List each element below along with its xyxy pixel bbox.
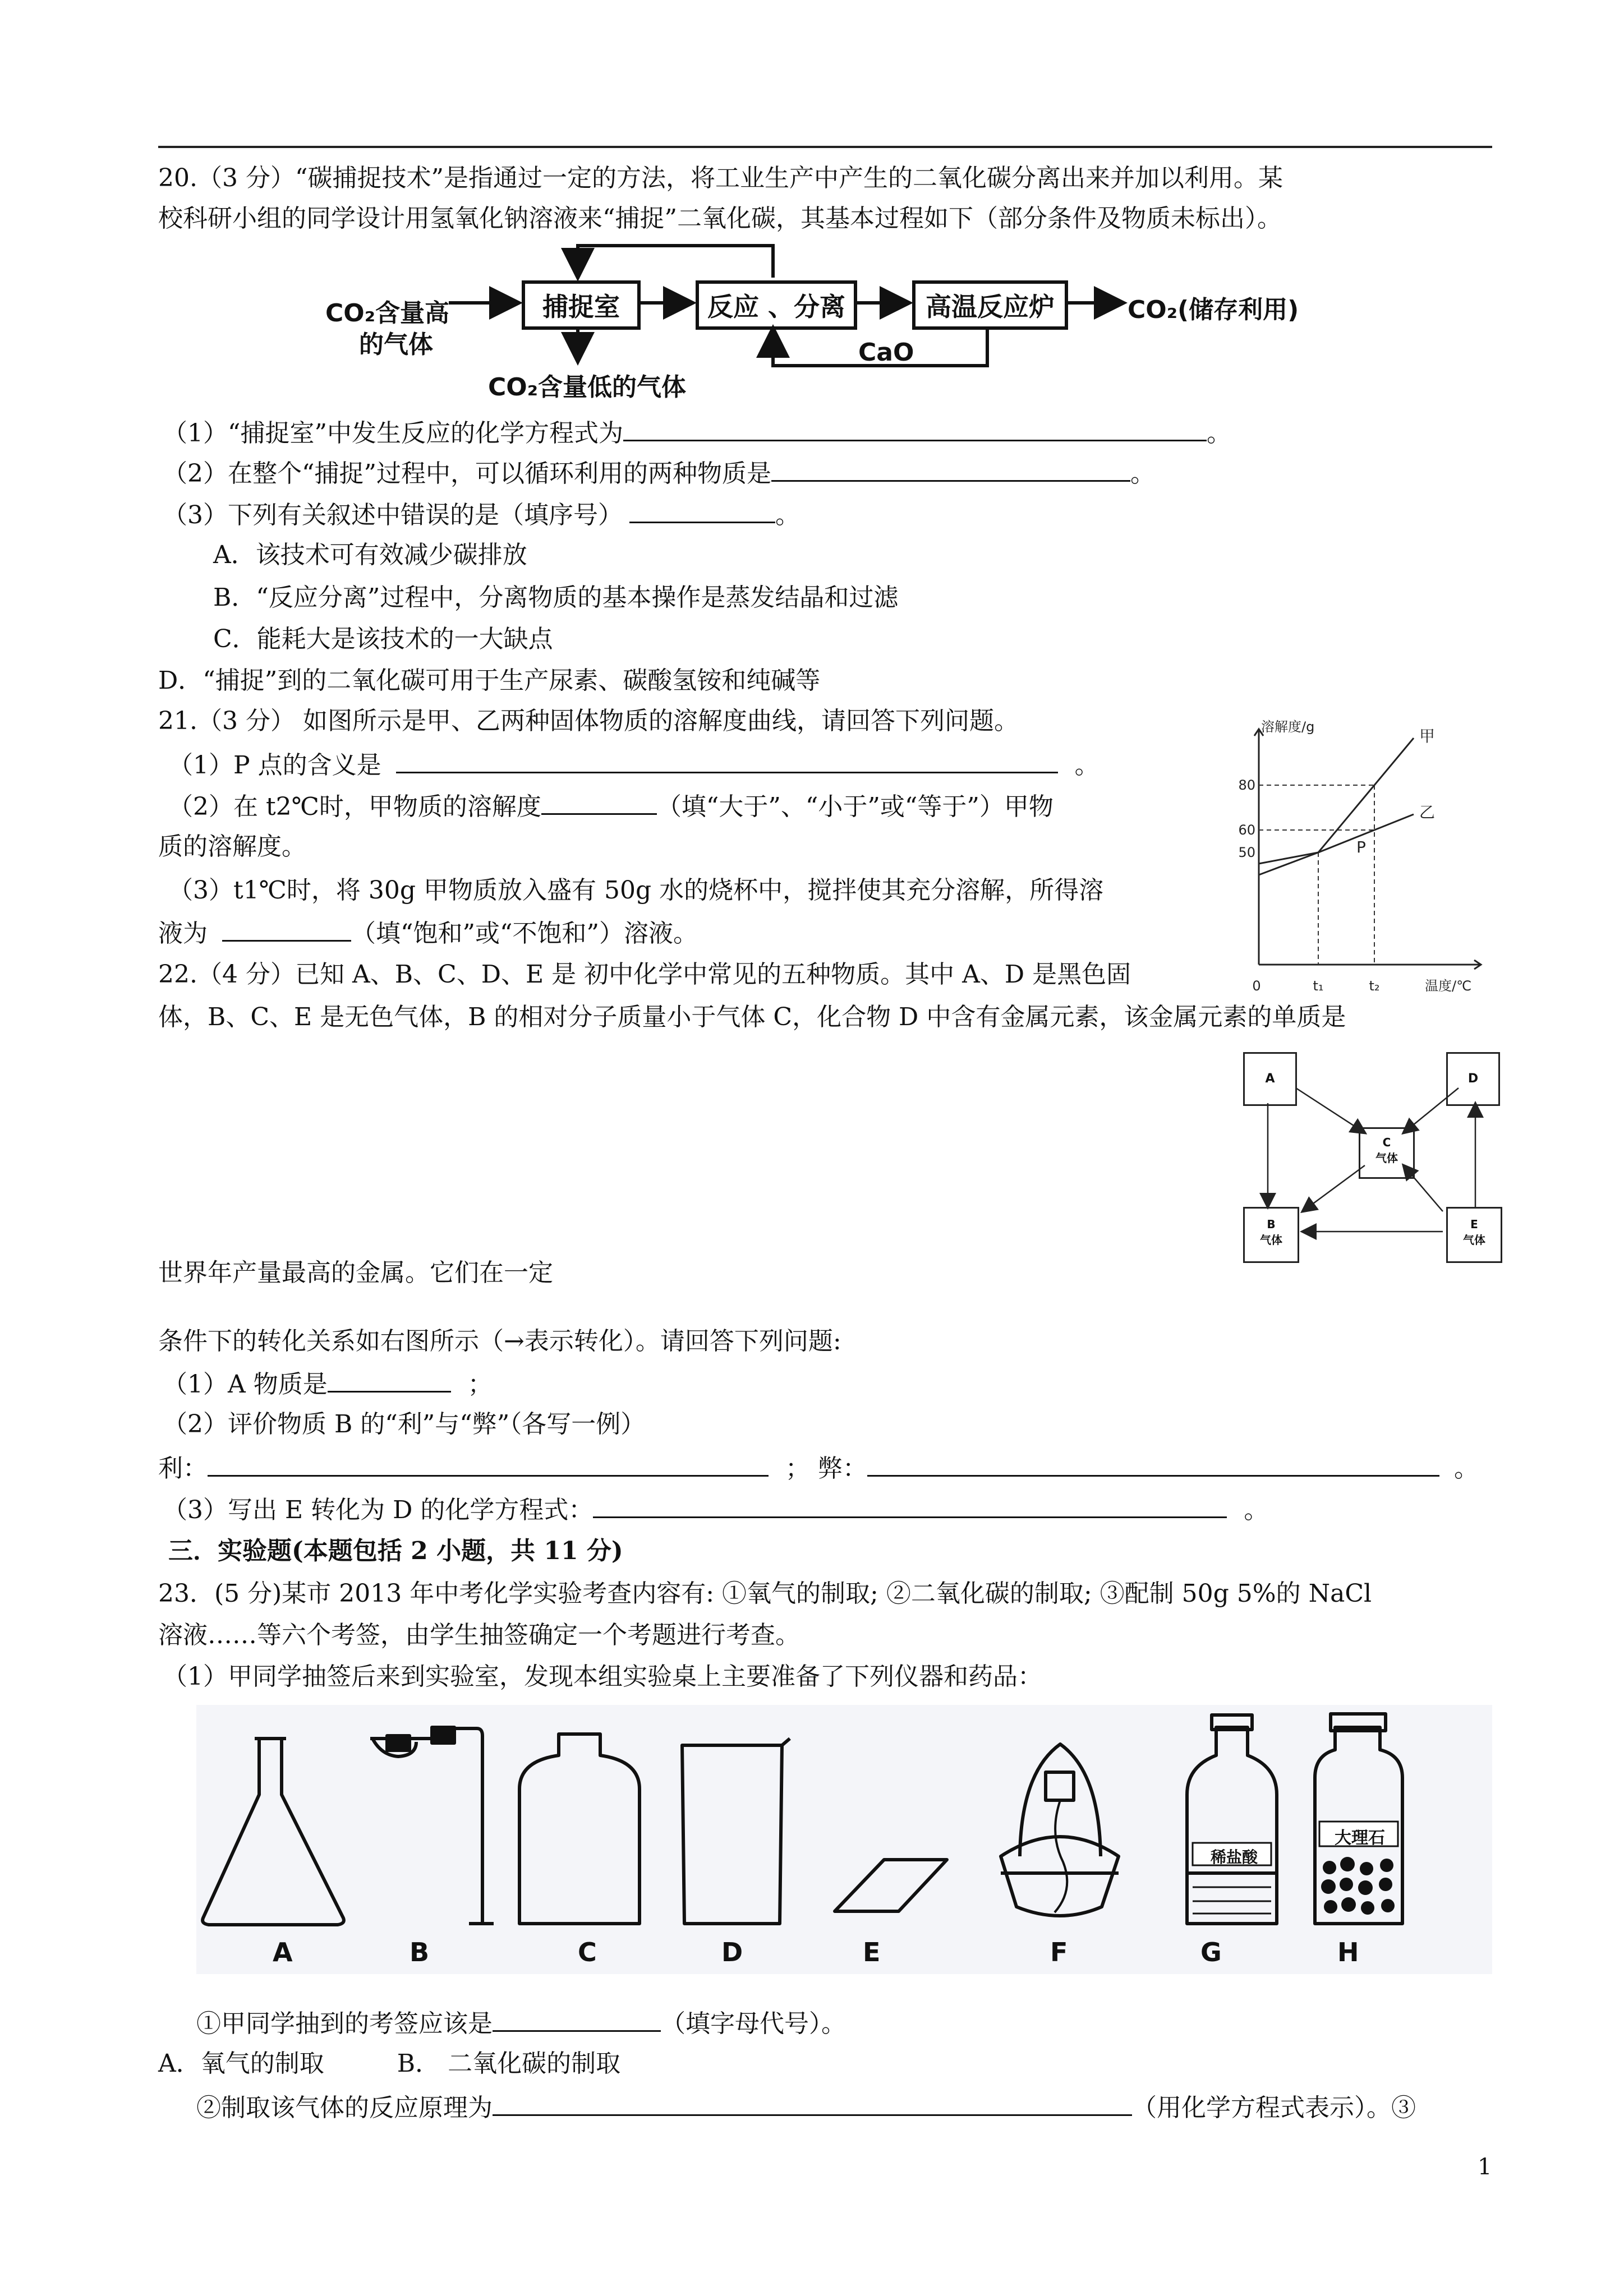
q23-line2: 溶液……等六个考签，由学生抽签确定一个考题进行考查。	[158, 1621, 800, 1649]
flow-arrows	[0, 0, 1624, 404]
q20-p3: （3）下列有关叙述中错误的是（填序号） 。	[163, 497, 800, 532]
q22-p1-blank[interactable]	[328, 1366, 451, 1393]
q21-p3a: （3）t1℃时，将 30g 甲物质放入盛有 50g 水的烧杯中，搅拌使其充分溶解，所得溶	[168, 876, 1104, 905]
q20-p1-blank[interactable]	[623, 415, 1207, 441]
node-a: A	[1243, 1052, 1297, 1106]
q23-s2: ②制取该气体的反应原理为 （用化学方程式表示）。③	[196, 2090, 1416, 2125]
node-d: D	[1446, 1052, 1500, 1106]
flow-box-capture-room: 捕捉室	[522, 280, 641, 330]
q21-p2c: 质的溶解度。	[158, 832, 306, 861]
bottle-g-label: 稀盐酸	[1210, 1848, 1258, 1866]
x-axis-label: 温度/℃	[1425, 978, 1472, 994]
apparatus-label-g: G	[1200, 1937, 1222, 1967]
q23-s1: ①甲同学抽到的考签应该是 （填字母代号）。	[196, 2005, 846, 2041]
y-axis-label: 溶解度/g	[1261, 719, 1315, 735]
q20-p2: （2）在整个“捕捉”过程中，可以循环利用的两种物质是 。	[163, 455, 1155, 491]
q22-p3-blank[interactable]	[593, 1492, 1227, 1518]
apparatus-label-e: E	[863, 1937, 881, 1967]
q20-p1: （1）“捕捉室”中发生反应的化学方程式为 。	[163, 415, 1231, 450]
q23-p1: （1）甲同学抽签后来到实验室，发现本组实验桌上主要准备了下列仪器和药品：	[163, 1662, 1042, 1691]
flow-bottom-output: CO₂含量低的气体	[488, 373, 686, 402]
flow-loop-cao: CaO	[858, 338, 914, 367]
q21-p3: 液为 （填“饱和”或“不饱和”）溶液。	[158, 915, 698, 951]
apparatus-label-f: F	[1050, 1937, 1068, 1967]
apparatus-label-a: A	[273, 1937, 293, 1967]
q20-line2: 校科研小组的同学设计用氢氧化钠溶液来“捕捉”二氧化碳，其基本过程如下（部分条件及物质未标出）。	[158, 204, 1282, 233]
q23-line1: 23．(5 分)某市 2013 年中考化学实验考查内容有: ①氧气的制取; ②二氧化碳的制取; ③配制 50g 5%的 NaCl	[158, 1579, 1372, 1608]
series-label-yi: 乙	[1419, 803, 1436, 822]
q22-line3: 世界年产量最高的金属。它们在一定	[158, 1258, 553, 1287]
series-line-yi	[1259, 814, 1414, 864]
y-tick-label: 50	[1238, 845, 1255, 860]
q20-option-b: B．“反应分离”过程中，分离物质的基本操作是蒸发结晶和过滤	[213, 583, 899, 612]
q20-p2-blank[interactable]	[771, 455, 1130, 482]
q22-line2: 体，B、C、E 是无色气体，B 的相对分子质量小于气体 C，化合物 D 中含有金属元素，该金属元素的单质是	[158, 1003, 1346, 1031]
q21-p1: （1）P 点的含义是 。	[168, 747, 1099, 782]
q23-options: A．氧气的制取 B． 二氧化碳的制取	[158, 2049, 621, 2078]
node-e: E 气体	[1446, 1207, 1502, 1263]
q22-line1: 22.（4 分）已知 A、B、C、D、E 是 初中化学中常见的五种物质。其中 A、D 是黑色固	[158, 960, 1131, 989]
flow-input-line2: 的气体	[359, 330, 433, 359]
apparatus-label-c: C	[578, 1937, 597, 1967]
q22-bi-blank[interactable]	[867, 1450, 1439, 1477]
q23-s2-blank[interactable]	[493, 2090, 1132, 2116]
flow-box-furnace: 高温反应炉	[912, 280, 1068, 330]
series-label-jia: 甲	[1419, 727, 1436, 745]
q23-s1-blank[interactable]	[493, 2005, 661, 2032]
section3-heading: 三．实验题(本题包括 2 小题，共 11 分)	[168, 1537, 623, 1565]
y-tick-label: 80	[1238, 777, 1255, 793]
x-tick-label: t₂	[1369, 978, 1380, 994]
q22-li-blank[interactable]	[208, 1450, 769, 1477]
solubility-chart	[1234, 707, 1503, 998]
q21-line1: 21.（3 分） 如图所示是甲、乙两种固体物质的溶解度曲线，请回答下列问题。	[158, 707, 1019, 735]
point-p-label: P	[1356, 838, 1366, 856]
flow-box-reaction-separation: 反应 、分离	[696, 280, 857, 330]
q22-line4: 条件下的转化关系如右图所示（→表示转化）。请回答下列问题:	[158, 1327, 841, 1356]
series-line-jia	[1259, 738, 1414, 875]
node-c: C 气体	[1359, 1127, 1415, 1179]
apparatus-illustration	[196, 1705, 1492, 1952]
q21-p1-blank[interactable]	[396, 747, 1058, 773]
q20-p3-blank[interactable]	[629, 497, 775, 523]
page-number: 1	[1478, 2154, 1492, 2180]
y-tick-label: 60	[1238, 822, 1255, 838]
flow-input-line1: CO₂含量高	[325, 299, 449, 328]
q21-p2: （2）在 t2℃时，甲物质的溶解度 （填“大于”、“小于”或“等于”）甲物	[168, 789, 1053, 824]
q20-option-d: D．“捕捉”到的二氧化碳可用于生产尿素、碳酸氢铵和纯碱等	[158, 666, 821, 695]
q22-li-bi: 利： ； 弊： 。	[158, 1450, 1479, 1486]
q20-option-a: A．该技术可有效减少碳排放	[213, 541, 527, 569]
q21-p2-blank[interactable]	[541, 789, 657, 815]
apparatus-label-b: B	[410, 1937, 430, 1967]
q22-p2: （2）评价物质 B 的“利”与“弊”（各写一例）	[163, 1410, 646, 1439]
q20-line1: 20.（3 分）“碳捕捉技术”是指通过一定的方法，将工业生产中产生的二氧化碳分离出来并加以利用。某	[158, 164, 1283, 192]
q22-p3: （3）写出 E 转化为 D 的化学方程式： 。	[163, 1492, 1268, 1527]
q21-p3-blank[interactable]	[222, 915, 351, 942]
q20-option-c: C．能耗大是该技术的一大缺点	[213, 625, 553, 653]
apparatus-label-d: D	[721, 1937, 743, 1967]
apparatus-label-h: H	[1337, 1937, 1359, 1967]
x-tick-label: t₁	[1313, 978, 1324, 994]
flow-output: CO₂(储存利用)	[1128, 296, 1299, 324]
node-b: B 气体	[1243, 1207, 1299, 1263]
origin-label: 0	[1252, 978, 1261, 994]
bottle-h-label: 大理石	[1335, 1828, 1385, 1848]
q22-p1: （1）A 物质是 ；	[163, 1366, 493, 1401]
